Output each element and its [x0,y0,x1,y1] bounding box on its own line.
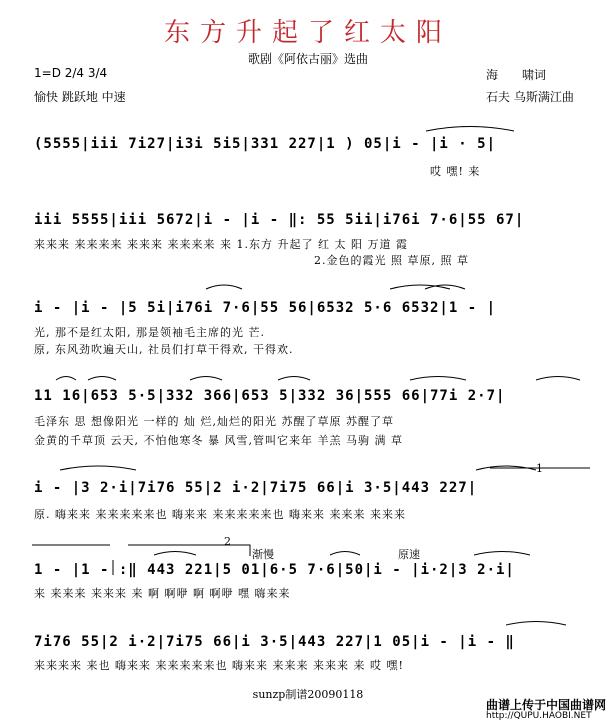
lyric-line: 毛泽东 思 想像阳光 一样的 灿 烂,灿烂的阳光 苏醒了草原 苏醒了草 [34,415,394,428]
marking-slowing: 渐慢 [252,548,274,561]
slur [330,552,360,556]
notation-line: 1 - |1 - :‖ 443 221|5 01|6·5 7·6|50|i - |i·2|3 2·i| [34,562,515,578]
lyric-line: 2.金色的霞光 照 草原, 照 草 [314,254,469,267]
lyric-line: 光, 那不是红太阳, 那是领袖毛主席的光 芒. [34,326,265,339]
song-title: 东方升起了红太阳 [163,18,452,48]
lyric-line: 哎 嘿! 来 [430,165,481,178]
notation-line: i - |3 2·i|7i76 55|2 i·2|7i75 66|i 3·5|443 227| [34,480,478,496]
notation-line: iii 5555|iii 5672|i - |i - ‖: 55 5ii|i76i 7·6|55 67| [34,212,525,228]
slur [474,552,530,556]
lyric-line: 原, 东风劲吹遍天山, 社员们打草干得欢, 干得欢. [34,343,294,356]
slur [506,622,566,626]
notation-line: i - |i - |5 5i|i76i 7·6|55 56|6532 5·6 6532|1 - | [34,300,497,316]
slur [60,466,136,470]
lyric-line: 来来来来 来也 嗨来来 来来来来来也 嗨来来 来来来 来来来 来 哎 嘿! [34,659,404,672]
notation-line: 7i76 55|2 i·2|7i75 66|i 3·5|443 227|1 05|i - |i - ‖ [34,634,515,650]
transcriber-credit: sunzp制谱20090118 [252,688,364,701]
slur [56,377,76,381]
slur [190,377,222,381]
lyric-line: 原. 嗨来来 来来来来来也 嗨来来 来来来来来也 嗨来来 来来来 来来来 [34,508,406,521]
lyric-line: 来来来 来来来来 来来来 来来来来 来 1.东方 升起了 红 太 阳 万道 霞 [34,238,408,251]
lyric-line: 金黄的千草顶 云天, 不怕他寒冬 暴 风雪,管叫它来年 羊羔 马驹 满 草 [34,434,403,447]
slur [536,377,580,381]
notation-line: (5555|iii 7i27|i3i 5i5|331 227|1 ) 05|i - |i · 5| [34,136,497,152]
tempo-marking: 愉快 跳跃地 中速 [34,90,126,104]
composer: 石夫 乌斯满江曲 [486,90,574,104]
volta-2-label: 2 [224,535,231,548]
volta-1-label: 1 [536,462,543,475]
slur [88,377,116,381]
volta-bracket [128,545,250,556]
lyric-line: 来 来来来 来来来 来 啊 啊咿 啊 啊咿 嘿 嗨来来 [34,587,291,600]
subtitle: 歌剧《阿依古丽》选曲 [247,52,368,66]
slur [206,285,242,289]
slur [278,377,310,381]
notation-line: 11 16|653 5·5|332 366|653 5|332 36|555 66|77i 2·7| [34,388,506,404]
slur [154,552,196,556]
slur [426,127,514,132]
slur [410,377,466,381]
lyricist: 海 啸词 [486,68,547,82]
watermark-text: 曲谱上传于中国曲谱网 [486,698,607,712]
marking-original-tempo: 原速 [398,548,420,561]
key-signature: 1=D 2/4 3/4 [34,66,108,80]
watermark-url: http://QUPU.HAOBI.NET [486,711,592,721]
